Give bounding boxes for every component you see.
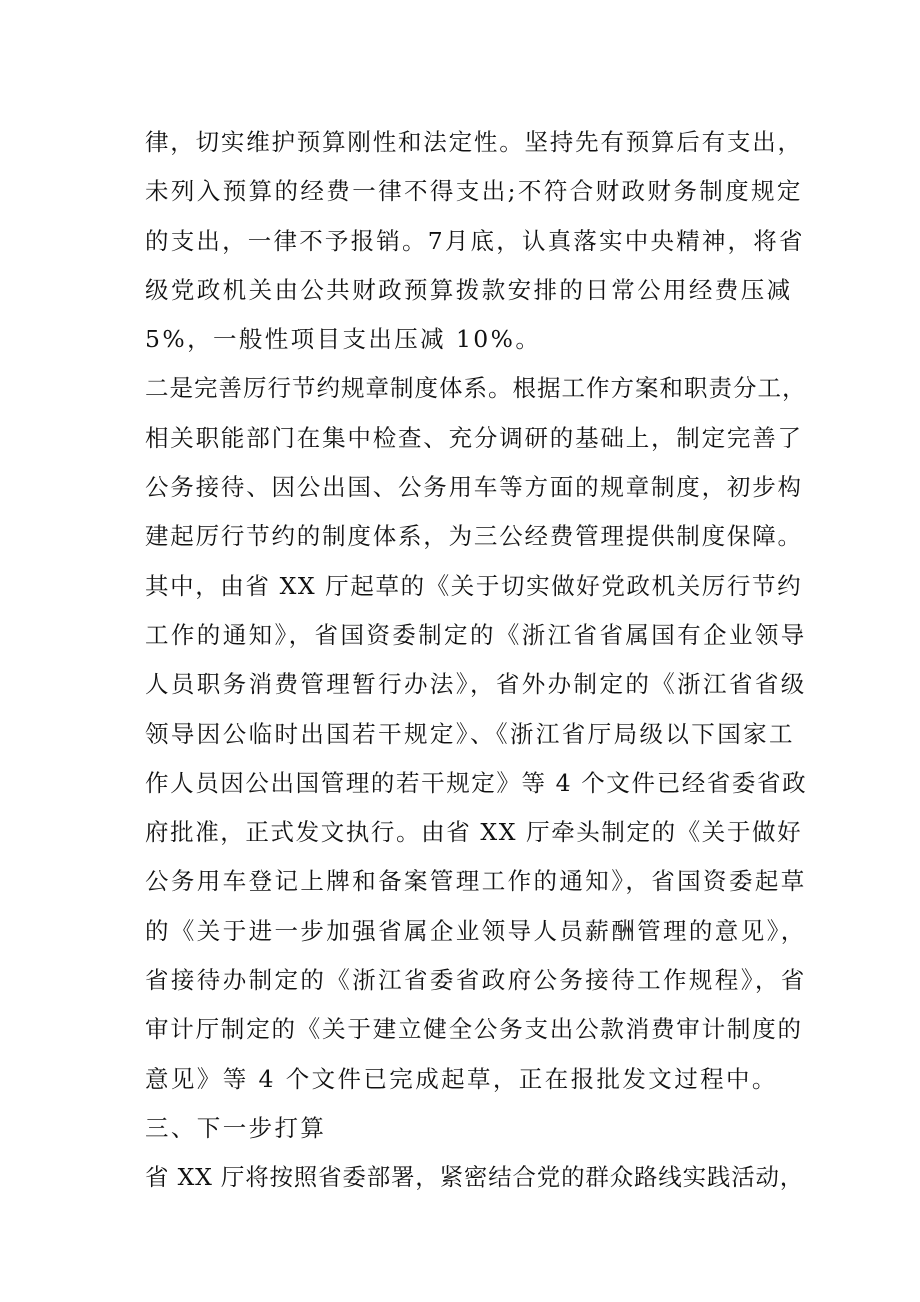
section-two-heading-line: 二是完善厉行节约规章制度体系。根据工作方案和职责分工， — [145, 374, 807, 403]
body-line: 意见》等 4 个文件已完成起草，正在报批发文过程中。 — [145, 1064, 778, 1093]
body-line: 其中，由省 XX 厅起草的《关于切实做好党政机关厉行节约 — [145, 571, 803, 600]
body-line: 工作的通知》，省国资委制定的《浙江省省属国有企业领导 — [145, 620, 807, 649]
body-line: 公务用车登记上牌和备案管理工作的通知》，省国资委起草 — [145, 867, 807, 896]
body-line: 建起厉行节约的制度体系，为三公经费管理提供制度保障。 — [145, 522, 803, 551]
body-line: 5%，一般性项目支出压减 10%。 — [145, 325, 542, 354]
section-three-heading: 三、下一步打算 — [145, 1113, 327, 1142]
body-line: 的支出，一律不予报销。7月底，认真落实中央精神，将省 — [145, 226, 805, 255]
body-line: 审计厅制定的《关于建立健全公务支出公款消费审计制度的 — [145, 1015, 803, 1044]
body-line: 府批准，正式发文执行。由省 XX 厅牵头制定的《关于做好 — [145, 818, 803, 847]
body-line: 律，切实维护预算刚性和法定性。坚持先有预算后有支出， — [145, 128, 803, 156]
body-line: 作人员因公出国管理的若干规定》等 4 个文件已经省委省政 — [145, 768, 808, 797]
body-line: 的《关于进一步加强省属企业领导人员薪酬管理的意见》， — [145, 916, 807, 945]
body-line: 人员职务消费管理暂行办法》，省外办制定的《浙江省省级 — [145, 670, 807, 699]
body-line: 级党政机关由公共财政预算拨款安排的日常公用经费压减 — [145, 275, 793, 304]
body-line: 省接待办制定的《浙江省委省政府公务接待工作规程》，省 — [145, 966, 807, 995]
document-body — [145, 118, 808, 1203]
body-line: 相关职能部门在集中检查、充分调研的基础上，制定完善了 — [145, 423, 803, 452]
body-line: 未列入预算的经费一律不得支出;不符合财政财务制度规定 — [145, 177, 803, 206]
body-line: 领导因公临时出国若干规定》、《浙江省厅局级以下国家工 — [145, 719, 795, 748]
body-line: 省 XX 厅将按照省委部署，紧密结合党的群众路线实践活动， — [145, 1163, 805, 1192]
body-line: 公务接待、因公出国、公务用车等方面的规章制度，初步构 — [145, 473, 803, 502]
